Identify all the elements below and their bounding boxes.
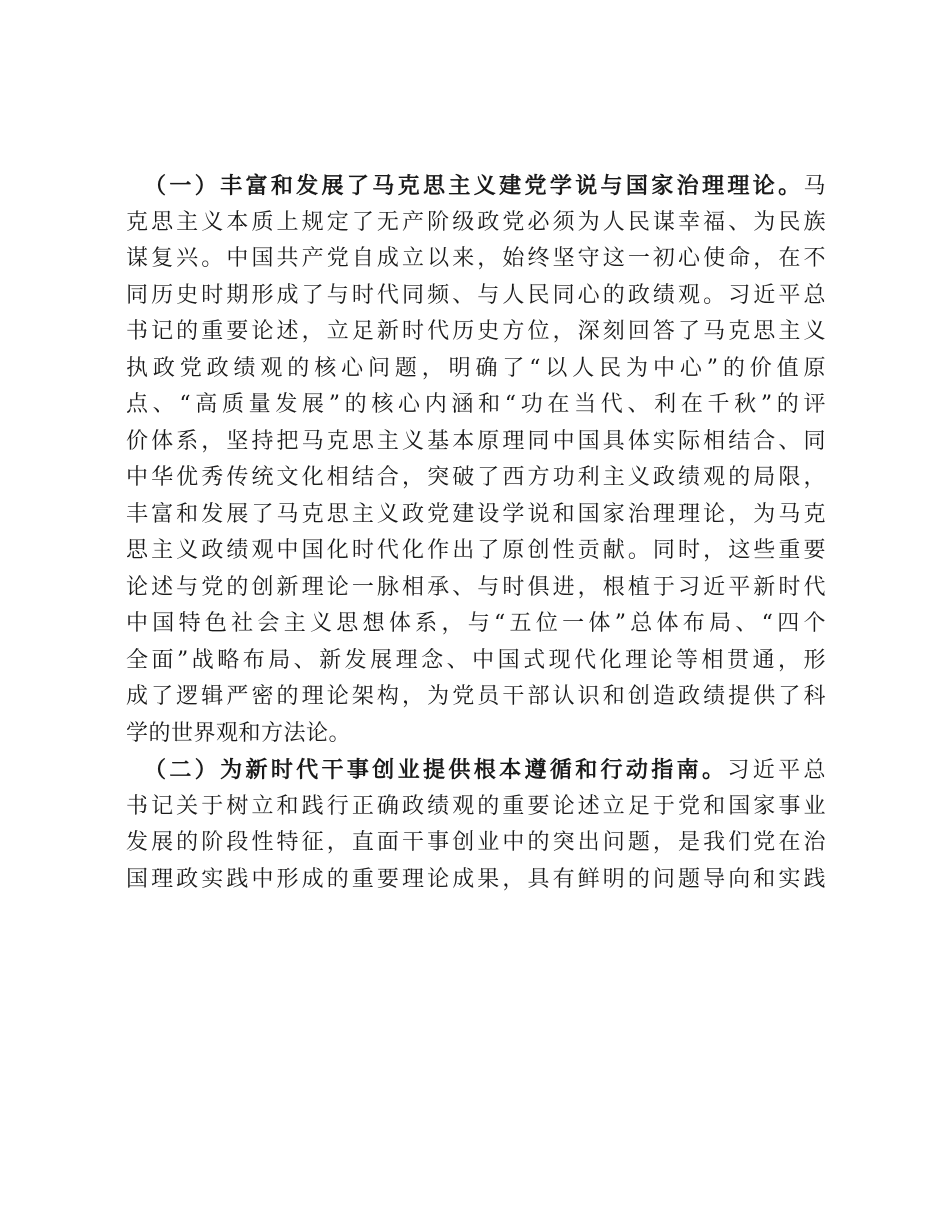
paragraph-1-line-13: 中国特色社会主义思想体系，与“五位一体”总体布局、“四个 — [126, 611, 826, 636]
paragraph-2-line-2: 书记关于树立和践行正确政绩观的重要论述立足于党和国家事业 — [126, 793, 826, 819]
paragraph-1-line-12: 论述与党的创新理论一脉相承、与时俱进，根植于习近平新时代 — [126, 574, 826, 600]
paragraph-1-line-6: 执政党政绩观的核心问题，明确了“以人民为中心”的价值原 — [126, 355, 826, 381]
paragraph-2-text: 习近平总 — [727, 758, 826, 783]
paragraph-1-line-14: 全面”战略布局、新发展理念、中国式现代化理论等相贯通，形 — [126, 647, 826, 673]
paragraph-2-line-1 — [126, 752, 826, 789]
paragraph-1-line-3: 谋复兴。中国共产党自成立以来，始终坚守这一初心使命，在不 — [126, 246, 826, 271]
paragraph-1-line-2: 克思主义本质上规定了无产阶级政党必须为人民谋幸福、为民族 — [126, 209, 826, 235]
paragraph-2 — [126, 752, 826, 898]
paragraph-1-line-1 — [126, 168, 826, 205]
paragraph-1-line-10: 丰富和发展了马克思主义政党建设学说和国家治理理论，为马克 — [126, 501, 826, 527]
document-body — [126, 168, 826, 898]
paragraph-1-line-8: 价体系，坚持把马克思主义基本原理同中国具体实际相结合、同 — [126, 428, 826, 454]
paragraph-1-line-9: 中华优秀传统文化相结合，突破了西方功利主义政绩观的局限， — [126, 465, 826, 490]
paragraph-1-heading: （一）丰富和发展了马克思主义建党学说与国家治理理论。 — [144, 173, 804, 199]
paragraph-1-line-5: 书记的重要论述，立足新时代历史方位，深刻回答了马克思主义 — [126, 319, 826, 344]
paragraph-1-line-7: 点、“高质量发展”的核心内涵和“功在当代、利在千秋”的评 — [126, 392, 826, 417]
paragraph-1-line-16: 学的世界观和方法论。 — [126, 720, 352, 746]
paragraph-1 — [126, 168, 826, 752]
paragraph-1-line-11: 思主义政绩观中国化时代化作出了原创性贡献。同时，这些重要 — [126, 538, 826, 563]
paragraph-2-line-4: 国理政实践中形成的重要理论成果，具有鲜明的问题导向和实践 — [126, 866, 826, 892]
paragraph-1-line-15: 成了逻辑严密的理论架构，为党员干部认识和创造政绩提供了科 — [126, 684, 826, 709]
paragraph-1-line-4: 同历史时期形成了与时代同频、与人民同心的政绩观。习近平总 — [126, 282, 826, 308]
paragraph-1-text: 马 — [803, 174, 826, 199]
paragraph-2-heading: （二）为新时代干事创业提供根本遵循和行动指南。 — [144, 757, 728, 783]
paragraph-2-line-3: 发展的阶段性特征，直面干事创业中的突出问题，是我们党在治 — [126, 830, 826, 855]
